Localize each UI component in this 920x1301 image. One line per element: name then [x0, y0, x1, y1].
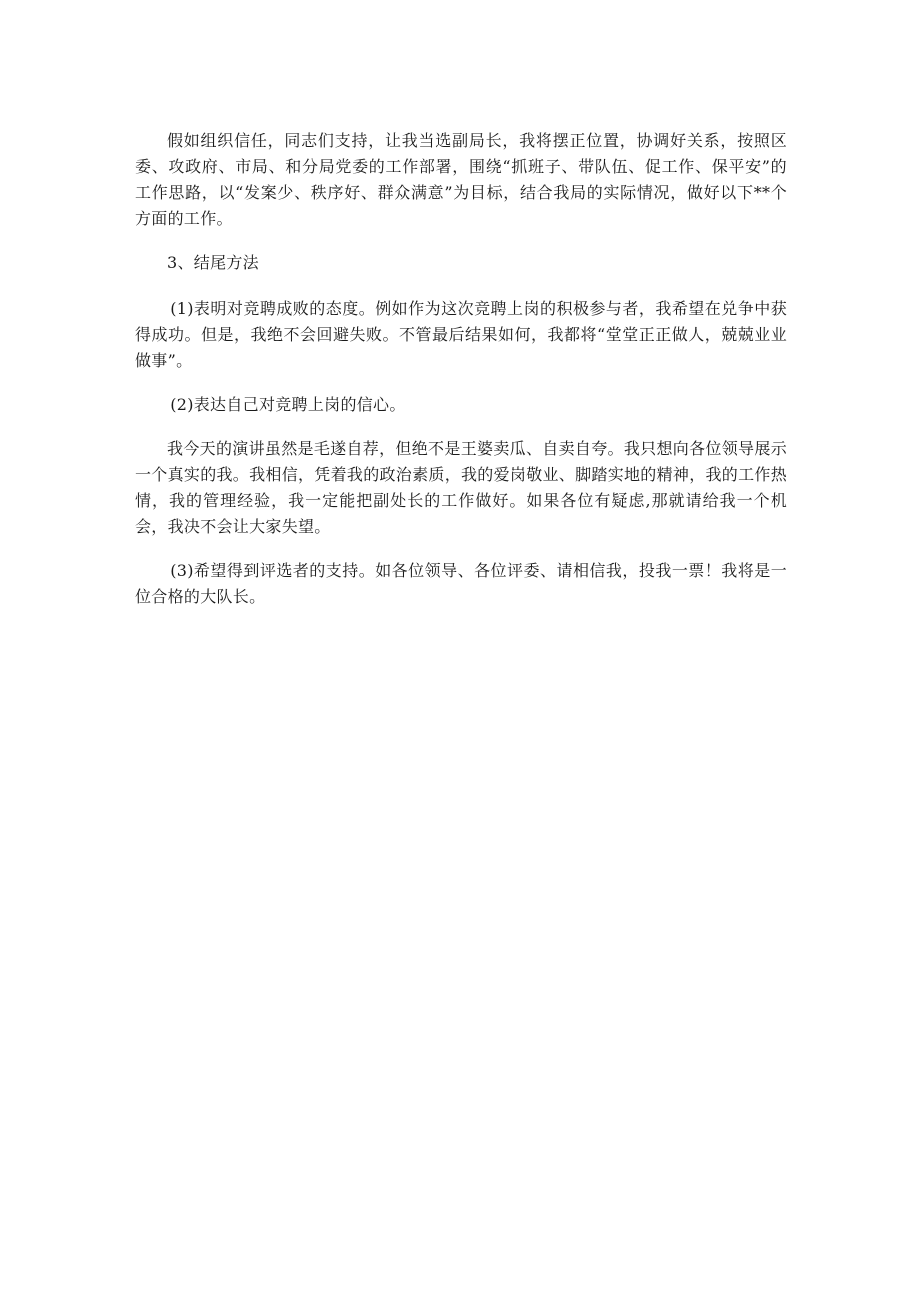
point-3-paragraph: (3)希望得到评选者的支持。如各位领导、各位评委、请相信我，投我一票！我将是一位合格的大队长。	[135, 561, 787, 606]
intro-paragraph: 假如组织信任，同志们支持，让我当选副局长，我将摆正位置，协调好关系，按照区委、攻政府、市局、和分局党委的工作部署，围绕“抓班子、带队伍、促工作、保平安”的工作思路，以“发案少、秩序好、群众满意”为目标，结合我局的实际情况，做好以下**个方面的工作。	[135, 131, 787, 228]
point-1-paragraph: (1)表明对竞聘成败的态度。例如作为这次竞聘上岗的积极参与者，我希望在兑争中获得成功。但是，我绝不会回避失败。不管最后结果如何，我都将“堂堂正正做人，兢兢业业做事”。	[135, 299, 787, 370]
point-2-paragraph: (2)表达自己对竞聘上岗的信心。	[170, 395, 406, 414]
speech-paragraph: 我今天的演讲虽然是毛遂自荐，但绝不是王婆卖瓜、自卖自夸。我只想向各位领导展示一个真实的我。我相信，凭着我的政治素质，我的爱岗敬业、脚踏实地的精神，我的工作热情，我的管理经验，我一定能把副处长的工作做好。如果各位有疑虑,那就请给我一个机会，我决不会让大家失望。	[135, 439, 788, 536]
document-body	[135, 128, 787, 628]
section-heading: 3、结尾方法	[167, 253, 259, 272]
